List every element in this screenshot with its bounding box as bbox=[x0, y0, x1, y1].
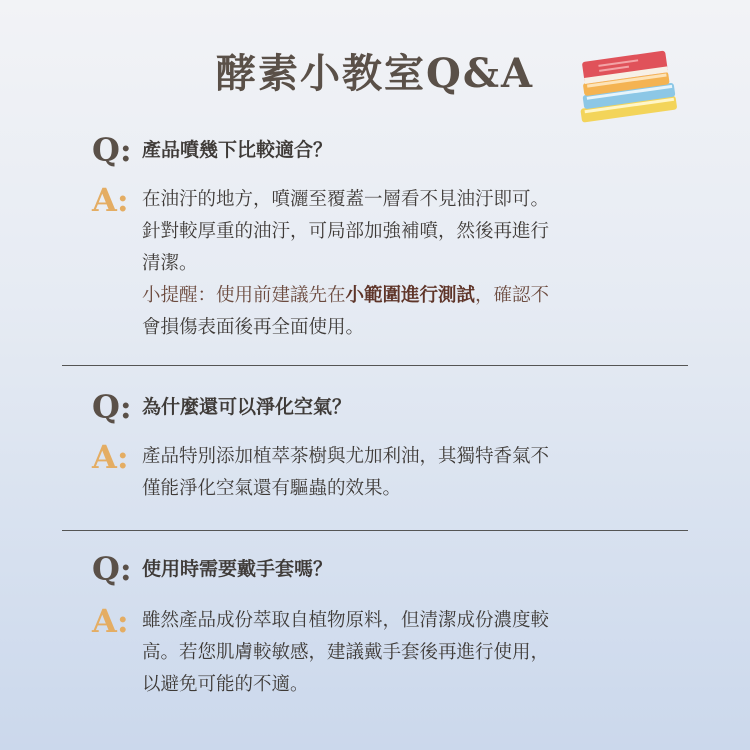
answer-line: 針對較厚重的油汙，可局部加強補噴，然後再進行 bbox=[142, 221, 550, 242]
answer-text bbox=[142, 441, 662, 505]
question-text: 產品噴幾下比較適合？ bbox=[142, 139, 333, 161]
question-text: 為什麼還可以淨化空氣？ bbox=[142, 396, 352, 418]
answer-line: 以避免可能的不適。 bbox=[142, 674, 309, 695]
divider bbox=[62, 365, 688, 366]
answer-line: 在油汙的地方，噴灑至覆蓋一層看不見油汙即可。 bbox=[142, 189, 550, 210]
tip-prefix: 小提醒：使用前建議先在 bbox=[142, 285, 346, 306]
q-mark: Q: bbox=[92, 131, 132, 169]
divider bbox=[62, 530, 688, 531]
answer-text bbox=[142, 184, 662, 344]
question-text: 使用時需要戴手套嗎？ bbox=[142, 558, 333, 580]
answer-text bbox=[142, 605, 662, 701]
a-mark: A: bbox=[92, 438, 129, 476]
answer-line: 雖然產品成份萃取自植物原料，但清潔成份濃度較 bbox=[142, 610, 550, 631]
answer-line: 高。若您肌膚較敏感，建議戴手套後再進行使用， bbox=[142, 642, 550, 663]
tip-line bbox=[142, 280, 662, 312]
q-mark: Q: bbox=[92, 388, 132, 426]
a-mark: A: bbox=[92, 602, 129, 640]
q-mark: Q: bbox=[92, 550, 132, 588]
tip-suffix: ，確認不 bbox=[475, 285, 550, 306]
page-title: 酵素小教室Q&A bbox=[216, 50, 534, 97]
answer-line: 僅能淨化空氣還有驅蟲的效果。 bbox=[142, 478, 402, 499]
answer-line: 清潔。 bbox=[142, 253, 198, 274]
a-mark: A: bbox=[92, 181, 129, 219]
tip-highlight: 小範圍進行測試 bbox=[345, 285, 476, 306]
answer-line: 產品特別添加植萃茶樹與尤加利油，其獨特香氣不 bbox=[142, 446, 550, 467]
stacked-books-icon bbox=[572, 44, 684, 134]
tip-line-2: 會損傷表面後再全面使用。 bbox=[142, 317, 365, 338]
